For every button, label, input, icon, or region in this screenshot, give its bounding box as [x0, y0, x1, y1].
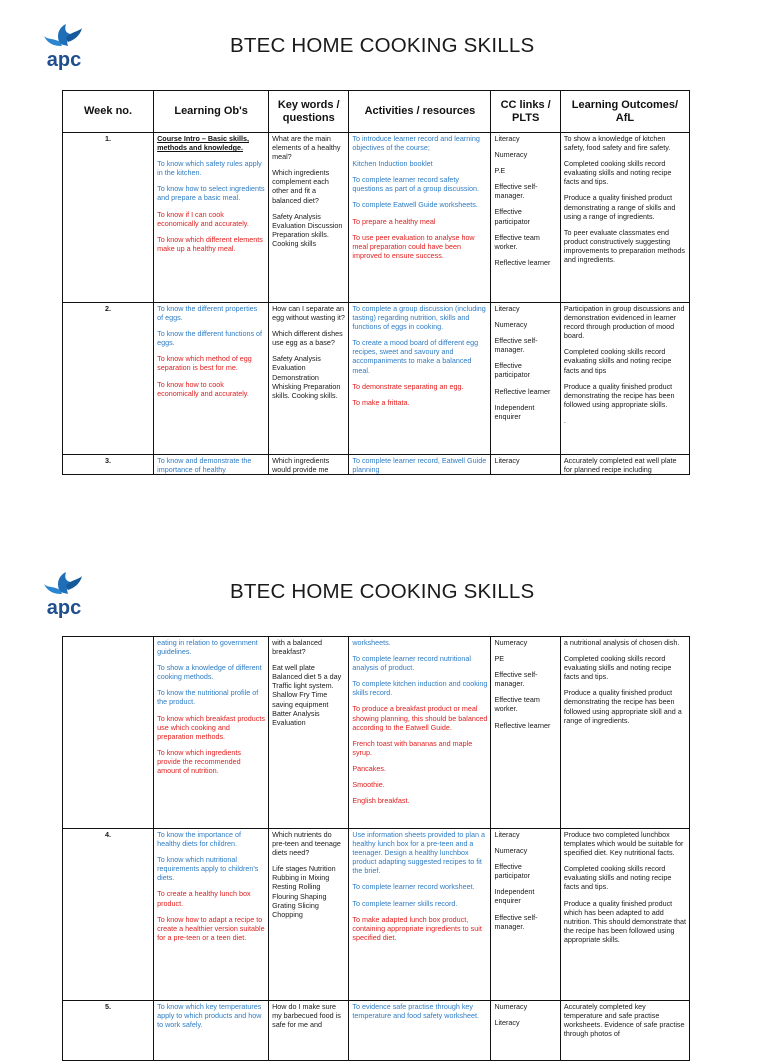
- activities-cell: [349, 637, 491, 829]
- cell-text: Smoothie.: [352, 780, 385, 790]
- header-week: Week no.: [63, 91, 154, 133]
- outcomes-cell: [560, 133, 689, 303]
- cell-text: To know which nutritional requirements apply to children's diets.: [157, 855, 259, 883]
- cell-text: To know which method of egg separation is best for me.: [157, 354, 252, 373]
- outcomes-cell: [560, 303, 689, 455]
- cc-links-cell: [491, 303, 560, 455]
- cell-text: Reflective learner: [494, 257, 551, 267]
- cell-text: Produce a quality finished product demonstrating the recipe has been followed using appropriate skills.: [563, 381, 675, 409]
- cell-text: What are the main elements of a healthy meal?: [272, 134, 341, 162]
- cell-text: To use peer evaluation to analyse how meal preparation could have been improved to ensure success.: [352, 232, 475, 260]
- cell-text: Produce a quality finished product demonstrating a range of skills and using a range of ingredients.: [563, 193, 676, 221]
- cell-text: To know how to cook economically and accurately.: [157, 379, 249, 398]
- week-number-cell: 1.: [63, 133, 154, 303]
- outcomes-cell: [560, 637, 689, 829]
- table-row: [63, 133, 690, 303]
- cell-text: To know how to adapt a recipe to create a healthier version suitable for a pre-teen or a teen diet.: [157, 914, 265, 942]
- cell-text: Which nutrients do pre-teen and teenage diets need?: [272, 830, 341, 858]
- key-words-cell: [269, 637, 349, 829]
- svg-text:apc: apc: [46, 597, 82, 619]
- cell-text: Eat well plate Balanced diet 5 a day Traffic light system. Shallow Fry Time saving equipment Batter Analysis Evaluation: [272, 663, 342, 727]
- cell-text: Produce a quality finished product demonstrating the recipe has been followed using appropriate skill and a range of ingredients.: [563, 688, 682, 725]
- cell-text: Which ingredients would provide me: [272, 456, 330, 475]
- cell-text: Completed cooking skills record evaluating skills and noting recipe facts and tips: [563, 347, 672, 375]
- learning-obs-cell: [154, 637, 269, 829]
- cell-text: To create a healthy lunch box product.: [157, 889, 251, 908]
- cell-text: To introduce learner record and learning objectives of the course;: [352, 134, 480, 153]
- key-words-cell: [269, 133, 349, 303]
- cell-text: Kitchen Induction booklet: [352, 159, 433, 169]
- activities-cell: [349, 303, 491, 455]
- cell-text: PE: [494, 654, 505, 664]
- cell-text: Effective self-manager.: [494, 670, 538, 689]
- outcomes-cell: [560, 1001, 689, 1061]
- cell-text: To complete a group discussion (including tasting) regarding nutrition, skills and functions of eggs in cooking.: [352, 304, 486, 332]
- scheme-of-work-table-continued: [62, 636, 690, 1061]
- cell-text: Independent enquirer: [494, 402, 535, 421]
- key-words-cell: [269, 455, 349, 475]
- cell-text: Effective team worker.: [494, 695, 540, 714]
- cell-text: To evidence safe practise through key temperature and food safety worksheet.: [352, 1002, 480, 1021]
- cell-text: To know if I can cook economically and accurately.: [157, 209, 249, 228]
- learning-obs-cell: [154, 829, 269, 1001]
- activities-cell: [349, 1001, 491, 1061]
- activities-cell: [349, 455, 491, 475]
- scheme-of-work-table: [62, 90, 690, 475]
- cell-text: To produce a breakfast product or meal showing planning, this should be balanced according to the Eatwell Guide.: [352, 704, 488, 732]
- cell-text: Effective participator: [494, 361, 531, 380]
- cell-text: To peer evaluate classmates end product constructively suggesting improvements to preparation methods and ingredients.: [563, 227, 685, 265]
- outcomes-cell: [560, 455, 689, 475]
- cell-text: To know the nutritional profile of the product.: [157, 688, 259, 707]
- cc-links-cell: [491, 637, 560, 829]
- cell-text: How do I make sure my barbecued food is safe for me and: [272, 1002, 341, 1030]
- header-key-words: Key words / questions: [269, 91, 349, 133]
- cell-text: Life stages Nutrition Rubbing in Mixing Resting Rolling Flouring Shaping Grating Slicing Chopping: [272, 864, 336, 919]
- cell-text: Numeracy: [494, 638, 528, 647]
- cell-text: worksheets.: [352, 638, 391, 647]
- learning-obs-cell: [154, 303, 269, 455]
- table-row: [63, 455, 690, 475]
- cell-text: Course Intro – Basic skills, methods and knowledge.: [157, 134, 249, 153]
- cc-links-cell: [491, 829, 560, 1001]
- cell-text: a nutritional analysis of chosen dish.: [563, 638, 680, 647]
- apc-logo-icon: [36, 22, 92, 78]
- cell-text: P.E: [494, 166, 506, 176]
- outcomes-cell: [560, 829, 689, 1001]
- cell-text: To know how to select ingredients and prepare a basic meal.: [157, 184, 265, 203]
- cell-text: How can I separate an egg without wasting it?: [272, 304, 345, 323]
- cell-text: Completed cooking skills record evaluating skills and noting recipe facts and tips.: [563, 159, 672, 187]
- cell-text: To prepare a healthy meal: [352, 216, 436, 226]
- cell-text: To create a mood board of different egg recipes, sweet and savoury and accompaniments to make a balanced meal.: [352, 338, 479, 375]
- cell-text: To complete Eatwell Guide worksheets.: [352, 200, 478, 210]
- learning-obs-cell: [154, 133, 269, 303]
- cc-links-cell: [491, 1001, 560, 1061]
- cell-text: To show a knowledge of different cooking methods.: [157, 663, 262, 682]
- cell-text: To make adapted lunch box product, containing appropriate ingredients to suit specified diet.: [352, 914, 482, 942]
- cell-text: To know the different properties of eggs.: [157, 304, 258, 323]
- cell-text: Effective self-manager.: [494, 912, 538, 931]
- cell-text: To complete learner record safety questions as part of a group discussion.: [352, 175, 480, 194]
- cell-text: Accurately completed key temperature and safe practise worksheets. Evidence of safe practise through photos of: [563, 1002, 685, 1039]
- cell-text: Which different dishes use egg as a base?: [272, 329, 343, 348]
- cell-text: To know which key temperatures apply to which products and how to work safely.: [157, 1002, 262, 1030]
- header-outcomes: Learning Outcomes/ AfL: [560, 91, 689, 133]
- cell-text: To know the importance of healthy diets for children.: [157, 830, 242, 849]
- cell-text: To know which ingredients provide the recommended amount of nutrition.: [157, 747, 242, 776]
- document-page-1: [0, 0, 768, 480]
- cell-text: Numeracy: [494, 320, 528, 330]
- key-words-cell: [269, 303, 349, 455]
- cc-links-cell: [491, 455, 560, 475]
- cell-text: English breakfast.: [352, 796, 410, 806]
- cell-text: Effective participator: [494, 207, 531, 226]
- activities-cell: [349, 829, 491, 1001]
- cell-text: To demonstrate separating an egg.: [352, 381, 464, 391]
- table-row: [63, 303, 690, 455]
- cell-text: Produce a quality finished product which has been adapted to add nutrition. This should demonstrate that the recipe has been followed using appropriate skills.: [563, 898, 686, 944]
- cell-text: with a balanced breakfast?: [272, 638, 323, 657]
- cell-text: Literacy: [494, 830, 520, 839]
- cell-text: Effective self-manager.: [494, 182, 538, 201]
- header-activities: Activities / resources: [349, 91, 491, 133]
- cell-text: To complete kitchen induction and cooking skills record.: [352, 679, 488, 698]
- cell-text: Numeracy: [494, 846, 528, 856]
- cell-text: .: [563, 415, 566, 425]
- cell-text: To show a knowledge of kitchen safety, food safety and fire safety.: [563, 134, 671, 153]
- week-number-cell: [63, 637, 154, 829]
- cell-text: Literacy: [494, 134, 520, 143]
- key-words-cell: [269, 1001, 349, 1061]
- page-title: BTEC HOME COOKING SKILLS: [230, 34, 535, 57]
- cell-text: To complete learner skills record.: [352, 898, 458, 908]
- cell-text: Completed cooking skills record evaluating skills and noting recipe facts and tips.: [563, 654, 672, 682]
- cell-text: Reflective learner: [494, 720, 551, 730]
- svg-text:apc: apc: [46, 49, 82, 71]
- week-number-cell: 4.: [63, 829, 154, 1001]
- cell-text: Which ingredients complement each other and fit a balanced diet?: [272, 168, 330, 205]
- cell-text: Literacy: [494, 1018, 520, 1028]
- cell-text: French toast with bananas and maple syrup.: [352, 738, 473, 757]
- learning-obs-cell: [154, 1001, 269, 1061]
- cell-text: Literacy: [494, 456, 520, 465]
- activities-cell: [349, 133, 491, 303]
- cell-text: Produce two completed lunchbox templates which would be suitable for specified diet. Key nutritional facts.: [563, 830, 684, 858]
- cell-text: Effective team worker.: [494, 232, 540, 251]
- apc-logo-icon: [36, 570, 92, 626]
- cell-text: Safety Analysis Evaluation Demonstration Whisking Preparation skills. Cooking skills.: [272, 354, 341, 400]
- key-words-cell: [269, 829, 349, 1001]
- table-row: [63, 637, 690, 829]
- apc-logo: [36, 22, 92, 78]
- week-number-cell: 5.: [63, 1001, 154, 1061]
- document-page-2: [0, 560, 768, 1039]
- cell-text: Effective self-manager.: [494, 336, 538, 355]
- cell-text: Participation in group discussions and demonstration evidenced in learner record through production of mood board.: [563, 304, 685, 341]
- cc-links-cell: [491, 133, 560, 303]
- cell-text: Numeracy: [494, 1002, 528, 1011]
- week-number-cell: 2.: [63, 303, 154, 455]
- cell-text: To know and demonstrate the importance of healthy: [157, 456, 252, 475]
- cell-text: Use information sheets provided to plan a healthy lunch box for a pre-teen and a teenager. Design a healthy lunchbox product adapting suggested recipes to fit the brief.: [352, 830, 486, 876]
- apc-logo: [36, 570, 92, 626]
- table-header-row: [63, 91, 690, 133]
- cell-text: To know which breakfast products use which cooking and preparation methods.: [157, 713, 265, 741]
- cell-text: To complete learner record nutritional analysis of product.: [352, 654, 472, 673]
- header-learning-obs: Learning Ob's: [154, 91, 269, 133]
- cell-text: Effective participator: [494, 862, 531, 881]
- cell-text: To complete learner record worksheet.: [352, 882, 475, 892]
- table-row: [63, 1001, 690, 1061]
- cell-text: Safety Analysis Evaluation Discussion Preparation skills. Cooking skills: [272, 211, 343, 248]
- cell-text: Reflective learner: [494, 386, 551, 396]
- cell-text: Completed cooking skills record evaluating skills and noting recipe facts and tips.: [563, 864, 672, 892]
- week-number-cell: 3.: [63, 455, 154, 475]
- page-title: BTEC HOME COOKING SKILLS: [230, 580, 535, 603]
- cell-text: To know the different functions of eggs.: [157, 329, 263, 348]
- table-row: [63, 829, 690, 1001]
- header-cc-links: CC links / PLTS: [491, 91, 560, 133]
- cell-text: Accurately completed eat well plate for planned recipe including: [563, 456, 677, 475]
- cell-text: Literacy: [494, 304, 520, 313]
- cell-text: To know which safety rules apply in the kitchen.: [157, 159, 262, 178]
- cell-text: Independent enquirer: [494, 887, 535, 906]
- learning-obs-cell: [154, 455, 269, 475]
- cell-text: To know which different elements make up a healthy meal.: [157, 234, 263, 253]
- cell-text: Numeracy: [494, 150, 528, 160]
- cell-text: To make a frittata.: [352, 397, 410, 407]
- cell-text: To complete learner record, Eatwell Guide planning: [352, 456, 487, 475]
- cell-text: Pancakes.: [352, 763, 386, 773]
- cell-text: eating in relation to government guidelines.: [157, 638, 258, 657]
